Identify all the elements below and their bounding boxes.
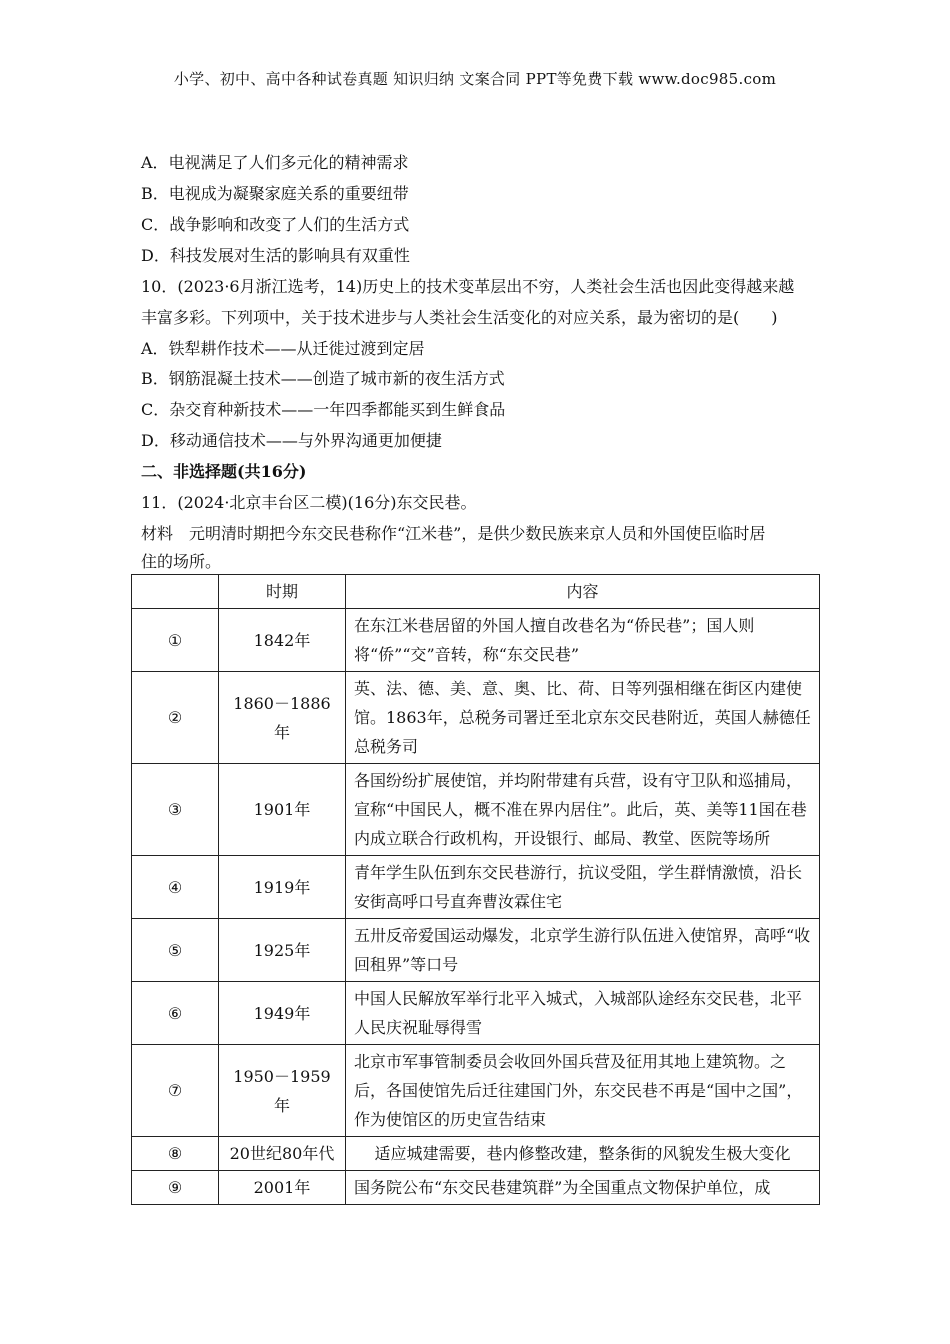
- q10-option-b: B．钢筋混凝土技术——创造了城市新的夜生活方式: [141, 369, 505, 388]
- q10-option-a: A．铁犁耕作技术——从迁徙过渡到定居: [141, 339, 425, 358]
- row-num: ④: [132, 856, 219, 919]
- q9-option-b: B．电视成为凝聚家庭关系的重要纽带: [141, 184, 409, 203]
- table-header-row: [132, 575, 820, 609]
- row-content: 五卅反帝爱国运动爆发，北京学生游行队伍进入使馆界，高呼“收回租界”等口号: [346, 919, 820, 982]
- row-period: 1860－1886年: [219, 672, 346, 764]
- row-num: ⑥: [132, 982, 219, 1045]
- section-heading: 二、非选择题(共16分): [141, 462, 307, 481]
- history-table: [131, 574, 820, 1205]
- table-row: [132, 609, 820, 672]
- row-num: ⑧: [132, 1137, 219, 1171]
- q10-stem-line2: 丰富多彩。下列项中，关于技术进步与人类社会生活变化的对应关系，最为密切的是( ): [141, 308, 778, 327]
- row-num: ③: [132, 764, 219, 856]
- q9-option-d: D．科技发展对生活的影响具有双重性: [141, 246, 410, 265]
- row-period: 1842年: [219, 609, 346, 672]
- q9-option-c: C．战争影响和改变了人们的生活方式: [141, 215, 410, 234]
- q9-option-a: A．电视满足了人们多元化的精神需求: [141, 153, 409, 172]
- q11-material-line2: 住的场所。: [141, 552, 222, 571]
- row-period: 1925年: [219, 919, 346, 982]
- row-content: 北京市军事管制委员会收回外国兵营及征用其地上建筑物。之后，各国使馆先后迁往建国门外，东交民巷不再是“国中之国”，作为使馆区的历史宣告结束: [346, 1045, 820, 1137]
- table-row: [132, 856, 820, 919]
- header-cell-period: 时期: [219, 575, 346, 609]
- row-num: ⑤: [132, 919, 219, 982]
- table-row: [132, 982, 820, 1045]
- row-period: 1949年: [219, 982, 346, 1045]
- q10-stem-line1: 10．(2023·6月浙江选考，14)历史上的技术变革层出不穷，人类社会生活也因此变得越来越: [141, 277, 795, 296]
- row-content: 英、法、德、美、意、奥、比、荷、日等列强相继在街区内建使馆。1863年，总税务司署迁至北京东交民巷附近，英国人赫德任总税务司: [346, 672, 820, 764]
- row-num: ⑦: [132, 1045, 219, 1137]
- page-header: 小学、初中、高中各种试卷真题 知识归纳 文案合同 PPT等免费下载 www.doc985.com: [173, 70, 777, 88]
- table-row: [132, 672, 820, 764]
- q11-title: 11．(2024·北京丰台区二模)(16分)东交民巷。: [141, 493, 477, 512]
- header-cell-num: [132, 575, 219, 609]
- header-cell-content: 内容: [346, 575, 820, 609]
- table-row: [132, 1171, 820, 1205]
- row-num: ②: [132, 672, 219, 764]
- table-row: [132, 919, 820, 982]
- row-period: 2001年: [219, 1171, 346, 1205]
- row-num: ⑨: [132, 1171, 219, 1205]
- row-period: 1950－1959年: [219, 1045, 346, 1137]
- table-row: [132, 764, 820, 856]
- row-period: 1919年: [219, 856, 346, 919]
- q11-material-line1: 材料 元明清时期把今东交民巷称作“江米巷”，是供少数民族来京人员和外国使臣临时居: [141, 524, 766, 543]
- row-content: 适应城建需要，巷内修整改建，整条街的风貌发生极大变化: [346, 1137, 820, 1171]
- q10-option-d: D．移动通信技术——与外界沟通更加便捷: [141, 431, 442, 450]
- row-period: 1901年: [219, 764, 346, 856]
- table-row: [132, 1045, 820, 1137]
- row-content: 中国人民解放军举行北平入城式，入城部队途经东交民巷，北平人民庆祝耻辱得雪: [346, 982, 820, 1045]
- row-period: 20世纪80年代: [219, 1137, 346, 1171]
- row-content: 在东江米巷居留的外国人擅自改巷名为“侨民巷”；国人则将“侨”“交”音转，称“东交民巷”: [346, 609, 820, 672]
- q10-option-c: C．杂交育种新技术——一年四季都能买到生鲜食品: [141, 400, 506, 419]
- table-row: [132, 1137, 820, 1171]
- row-num: ①: [132, 609, 219, 672]
- row-content: 国务院公布“东交民巷建筑群”为全国重点文物保护单位，成: [346, 1171, 820, 1205]
- row-content: 各国纷纷扩展使馆，并均附带建有兵营，设有守卫队和巡捕局，宣称“中国民人，概不准在界内居住”。此后，英、美等11国在巷内成立联合行政机构，开设银行、邮局、教堂、医院等场所: [346, 764, 820, 856]
- history-table-wrapper: [131, 574, 823, 1214]
- row-content: 青年学生队伍到东交民巷游行，抗议受阻，学生群情激愤，沿长安街高呼口号直奔曹汝霖住宅: [346, 856, 820, 919]
